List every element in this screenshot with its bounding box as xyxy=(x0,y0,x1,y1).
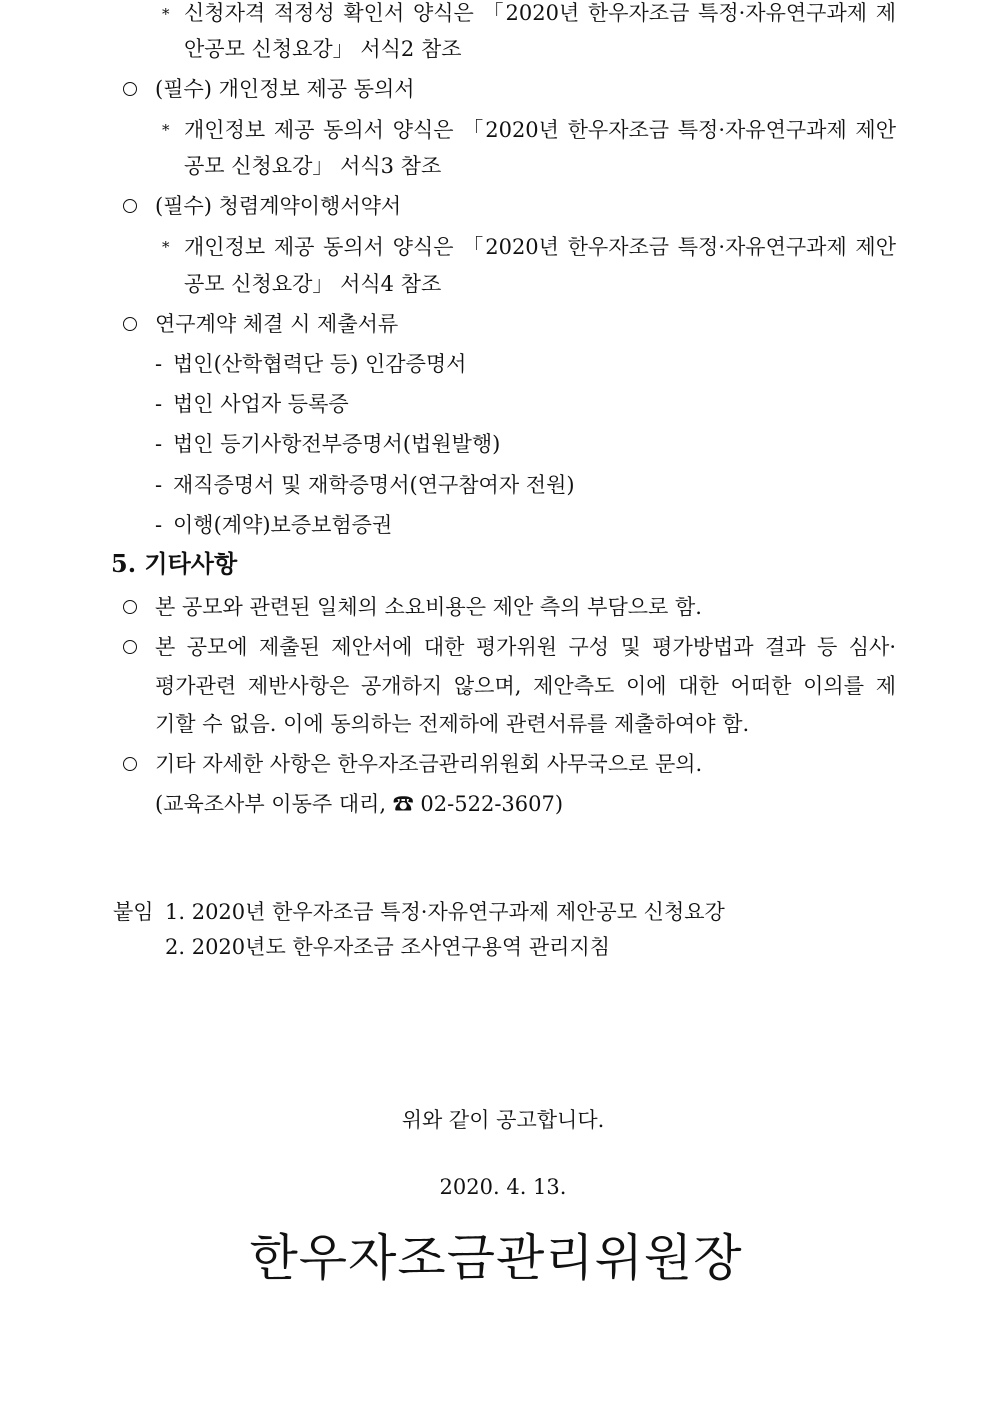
list-dash: - xyxy=(155,432,163,456)
section5-paragraph2-line2: 평가관련 제반사항은 공개하지 않으며, 제안측도 이에 대한 어떠한 이의를 제 xyxy=(155,674,896,698)
item3-note-line2: 공모 신청요강」 서식4 참조 xyxy=(184,272,442,296)
required-document-item: 재직증명서 및 재학증명서(연구참여자 전원) xyxy=(173,473,575,497)
hollow-circle-bullet-icon xyxy=(123,199,137,213)
section5-paragraph3: 기타 자세한 사항은 한우자조금관리위원회 사무국으로 문의. xyxy=(155,752,703,776)
attachment-item: 1. 2020년 한우자조금 특정·자유연구과제 제안공모 신청요강 xyxy=(165,900,725,924)
note-asterisk: * xyxy=(162,5,170,23)
list-dash: - xyxy=(155,392,163,416)
attachments-label: 붙임 xyxy=(113,900,154,924)
contact-info: (교육조사부 이동주 대리, ☎ 02-522-3607) xyxy=(155,792,564,816)
item1-note-line2: 안공모 신청요강」 서식2 참조 xyxy=(184,37,462,61)
required-document-item: 이행(계약)보증보험증권 xyxy=(173,513,393,537)
item2-note-line1: 개인정보 제공 동의서 양식은 「2020년 한우자조금 특정·자유연구과제 제안 xyxy=(184,118,896,142)
hollow-circle-bullet-icon xyxy=(123,317,137,331)
hollow-circle-bullet-icon xyxy=(123,82,137,96)
section5-paragraph1: 본 공모와 관련된 일체의 소요비용은 제안 측의 부담으로 함. xyxy=(155,595,702,619)
item3-note-line1: 개인정보 제공 동의서 양식은 「2020년 한우자조금 특정·자유연구과제 제안 xyxy=(184,235,896,259)
closing-statement: 위와 같이 공고합니다. xyxy=(401,1108,605,1132)
list-dash: - xyxy=(155,352,163,376)
section5-paragraph2-line1: 본 공모에 제출된 제안서에 대한 평가위원 구성 및 평가방법과 결과 등 심사· xyxy=(155,635,896,659)
required-document-item: 법인 등기사항전부증명서(법원발행) xyxy=(173,432,501,456)
list-dash: - xyxy=(155,473,163,497)
note-asterisk: * xyxy=(162,238,170,256)
issuer-title: 한우자조금관리위원장 xyxy=(249,1229,743,1287)
hollow-circle-bullet-icon xyxy=(123,640,137,654)
item3-heading: (필수) 청렴계약이행서약서 xyxy=(155,194,402,218)
section5-paragraph2-line3: 기할 수 없음. 이에 동의하는 전제하에 관련서류를 제출하여야 함. xyxy=(155,712,750,736)
announcement-date: 2020. 4. 13. xyxy=(439,1175,567,1199)
section5-title: 5. 기타사항 xyxy=(111,549,238,578)
item2-note-line2: 공모 신청요강」 서식3 참조 xyxy=(184,154,442,178)
hollow-circle-bullet-icon xyxy=(123,600,137,614)
item2-heading: (필수) 개인정보 제공 동의서 xyxy=(155,77,415,101)
list-dash: - xyxy=(155,513,163,537)
item4-heading: 연구계약 체결 시 제출서류 xyxy=(155,312,399,336)
note-asterisk: * xyxy=(162,121,170,139)
required-document-item: 법인(산학협력단 등) 인감증명서 xyxy=(173,352,467,376)
item1-note-line1: 신청자격 적정성 확인서 양식은 「2020년 한우자조금 특정·자유연구과제 제 xyxy=(184,1,896,25)
hollow-circle-bullet-icon xyxy=(123,757,137,771)
required-document-item: 법인 사업자 등록증 xyxy=(173,392,349,416)
attachment-item: 2. 2020년도 한우자조금 조사연구용역 관리지침 xyxy=(165,935,611,959)
